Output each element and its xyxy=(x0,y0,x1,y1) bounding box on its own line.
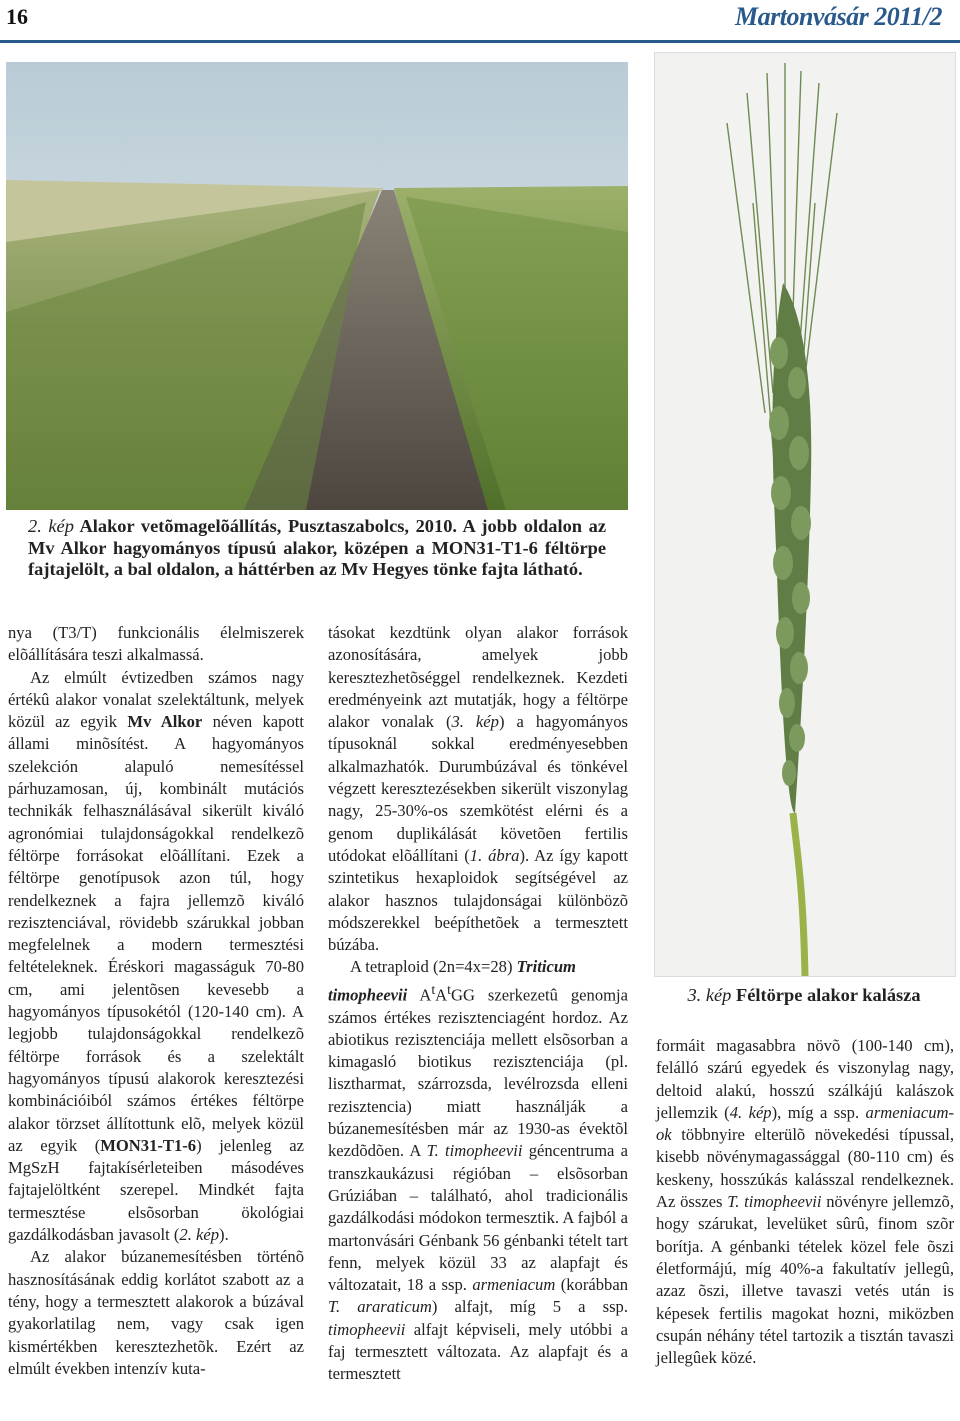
page-number: 16 xyxy=(6,4,28,29)
wheat-spike-photo xyxy=(654,52,956,977)
figure-2-text: Alakor vetõmagelõállítás, Pusztaszabolcs, 2010. A jobb oldalon az Mv Alkor hagyományos típusú alakor, középen a MON31-T1-6 féltörpe fajtajelölt, a bal oldalon, a háttérben az Mv Hegyes tönke fajta látható. xyxy=(28,516,606,579)
paragraph: formáit magasabbra növõ (100-140 cm), felálló szárú egyedek és viszonylag nagy, deltoid alakú, hosszú szálkájú kalászok jellemzik (4. kép), míg a ssp. armeniacum-ok többnyire elterülõ növekedési típussal, kisebb növénymagassággal (80-110 cm) és keskeny, hosszúkás kalásszal rendelkeznek. Az összes T. timopheevii növényre jellemzõ, hogy szárukat, levelüket sûrû, finom szõr borítja. A génbanki tételek közel fele õszi életformájú, míg 40%-a fakultatív jellegû, azaz õszi, illetve tavaszi vetés után is képesek fertilis magokat hozni, miközben csupán néhány tétel tartozik a tisztán tavaszi jellegûek közé. xyxy=(656,1036,955,1368)
paragraph: Az elmúlt évtizedben számos nagy értékû alakor vonalat szelektáltunk, melyek közül az egyik Mv Alkor néven kapott állami minõsítést. A hagyományos szelekción alapuló nemesítéssel párhuzamosan, új, kombinált mutációs technikák felhasználásával sikerült kiváló agronómiai tulajdonságokkal rendelkezõ féltörpe forrásokat elõállítani. Ezek a féltörpe genotípusok azon túl, hogy rendelkeznek a fajra jellemzõ kiváló rezisztenciával, rövidebb szárukkal jobban megfelelnek a modern termesztési feltételeknek. Éréskori magasságuk 70-80 cm, ami jelentõsen kevesebb a hagyományos típusokétól (120-140 cm). A legjobb tulajdonságokkal rendelkezõ féltörpe források és a szelektált hagyományos típusú alakorok keresztezési kombinációiból számos értékes féltörpe alakor törzset állítottunk elõ, melyek közül az egyik (MON31-T1-6) jelenleg az MgSzH fajtakísérleteiben másodéves fajtajelöltként szerepel. Mindkét fajta termesztése elsõsorban ökológiai gazdálkodásban javasolt (2. kép). xyxy=(8,667,304,1245)
figure-3-text: Féltörpe alakor kalásza xyxy=(731,985,921,1005)
text-column-3 xyxy=(656,1035,954,1369)
figure-2-number: 2. kép xyxy=(28,516,74,536)
header-rule xyxy=(0,40,960,43)
page-header xyxy=(0,0,960,42)
figure-3-number: 3. kép xyxy=(687,985,732,1005)
figure-2-caption xyxy=(28,516,606,581)
text-column-1 xyxy=(8,622,304,1380)
wheat-field-photo xyxy=(6,62,628,510)
figure-3-caption xyxy=(654,985,954,1007)
paragraph: tásokat kezdtünk olyan alakor források azonosítására, amelyek jobb keresztezhetõséggel rendelkeznek. Kezdeti eredményeink azt mutatják, hogy a féltörpe alakor vonalak (3. kép) a hagyományos típusoknál sokkal eredményesebben alkalmazhatók. Durumbúzával és tönkével végzett keresztezésekben sikerült viszonylag nagy, 25-30%-os szemkötést elérni és a genom duplikálását követõen fertilis utódokat elõállítani (1. ábra). Az így kapott szintetikus hexaploidok segítségével az alakor hasznos tulajdonságai különbözõ módszerekkel beépíthetõek a termesztett búzába. xyxy=(328,623,629,955)
text-column-2 xyxy=(328,622,628,1386)
masthead-logo: Martonvásár 2011/2 xyxy=(735,2,942,31)
paragraph: nya (T3/T) funkcionális élelmiszerek elõállítására teszi alkalmassá. xyxy=(8,623,304,665)
paragraph: A tetraploid (2n=4x=28) Triticum timopheevii $A^tA^tGG$ szerkezetû genomja számos értékes rezisztenciagént hordoz. Az abiotikus rezisztenciája mellett elsõsorban a kimagasló biotikus rezisztenciája (pl. lisztharmat, szárrozsda, levélrozsda elleni rezisztencia) miatt használják a búzanemesítésben már az 1930-as évektõl kezdõdõen. A T. timopheevii géncentruma a transzkaukázusi régióban – elsõsorban Grúziában – található, ahol tradicionális gazdálkodási módokon termesztik. A fajból a martonvásári Génbank 56 génbanki tételt tart fenn, melyek közül 33 az alapfajt és változatait, 18 a ssp. armeniacum (korábban T. araraticum) alfajt, míg 5 a ssp. timopheevii alfajt képviseli, mely utóbbi a faj termesztett változata. Az alapfajt és a termesztett xyxy=(328,957,629,1384)
paragraph: Az alakor búzanemesítésben történõ hasznosításának eddig korlátot szabott az a tény, hogy a termesztett alakorok a búzával gyakorlatilag nem, vagy csak igen kismértékben keresztezhetõk. Ezért az elmúlt években intenzív kuta- xyxy=(8,1247,304,1378)
